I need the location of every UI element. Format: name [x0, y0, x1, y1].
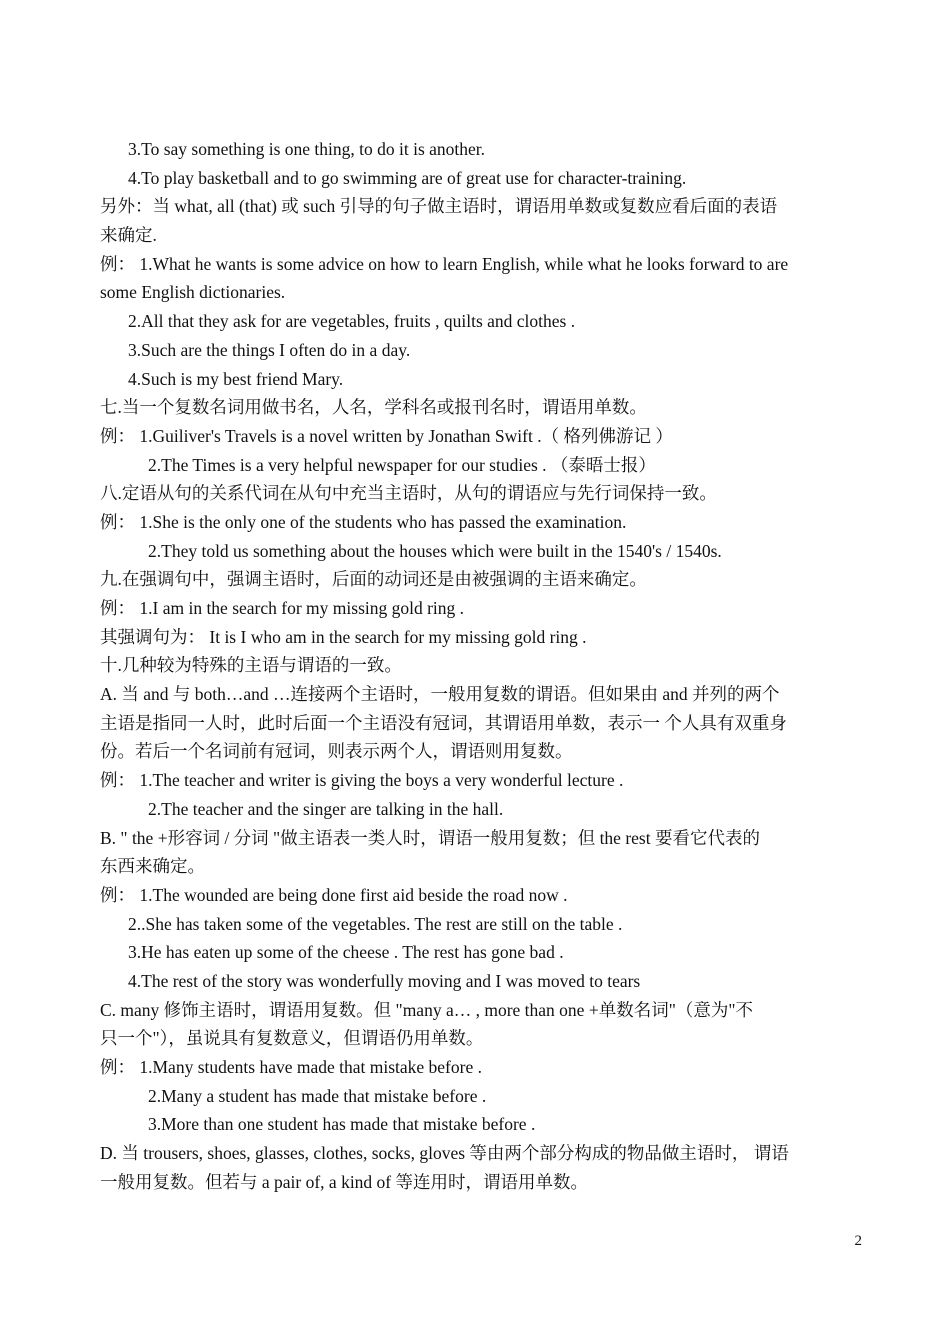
text-line: 例： 1.What he wants is some advice on how to learn English, while what he looks forward to are	[100, 253, 789, 274]
text-line: some English dictionaries.	[100, 282, 286, 303]
text-line: 例： 1.The wounded are being done first aid beside the road now .	[100, 884, 568, 905]
text-line: 主语是指同一人时，此时后面一个主语没有冠词，其谓语用单数，表示一 个人具有双重身	[100, 712, 787, 733]
text-line: 另外：当 what, all (that) 或 such 引导的句子做主语时，谓语用单数或复数应看后面的表语	[100, 196, 778, 217]
text-line: 例： 1.She is the only one of the students who has passed the examination.	[100, 511, 627, 532]
text-line: 例： 1.Guiliver's Travels is a novel written by Jonathan Swift .（ 格列佛游记 ）	[100, 425, 673, 446]
document-body	[100, 135, 862, 1196]
text-line: A. 当 and 与 both…and …连接两个主语时，一般用复数的谓语。但如果由 and 并列的两个	[100, 684, 780, 705]
text-line: 2.The teacher and the singer are talking in the hall.	[148, 798, 504, 819]
text-line: 2.Many a student has made that mistake before .	[148, 1085, 487, 1106]
text-line: 份。若后一个名词前有冠词，则表示两个人，谓语则用复数。	[100, 741, 573, 762]
text-line: 2..She has taken some of the vegetables. The rest are still on the table .	[128, 913, 623, 934]
text-line: 4.Such is my best friend Mary.	[128, 368, 344, 389]
text-line: 一般用复数。但若与 a pair of, a kind of 等连用时，谓语用单数。	[100, 1171, 589, 1192]
text-line: 十.几种较为特殊的主语与谓语的一致。	[100, 655, 402, 676]
text-line: 其强调句为： It is I who am in the search for my missing gold ring .	[100, 626, 587, 647]
text-line: 2.All that they ask for are vegetables, fruits , quilts and clothes .	[128, 311, 576, 332]
text-line: 3.He has eaten up some of the cheese . The rest has gone bad .	[128, 942, 564, 963]
text-line: 八.定语从句的关系代词在从句中充当主语时，从句的谓语应与先行词保持一致。	[100, 483, 717, 504]
text-line: C. many 修饰主语时，谓语用复数。但 "many a… , more than one +单数名词"（意为"不	[100, 999, 753, 1020]
text-line: 3.More than one student has made that mistake before .	[148, 1114, 536, 1135]
text-line: 只一个"），虽说具有复数意义，但谓语仍用单数。	[100, 1028, 484, 1049]
text-line: 4.To play basketball and to go swimming are of great use for character-training.	[128, 167, 687, 188]
text-line: 3.Such are the things I often do in a day.	[128, 339, 411, 360]
text-line: D. 当 trousers, shoes, glasses, clothes, socks, gloves 等由两个部分构成的物品做主语时， 谓语	[100, 1143, 789, 1164]
page-number: 2	[854, 1233, 862, 1249]
text-line: 来确定.	[100, 225, 157, 246]
text-line: 例： 1.I am in the search for my missing gold ring .	[100, 598, 465, 618]
text-line: 东西来确定。	[100, 856, 205, 877]
text-line: B. " the +形容词 / 分词 "做主语表一类人时，谓语一般用复数；但 the rest 要看它代表的	[100, 827, 760, 848]
text-line: 七.当一个复数名词用做书名，人名，学科名或报刊名时，谓语用单数。	[100, 397, 647, 418]
text-line: 例： 1.The teacher and writer is giving the boys a very wonderful lecture .	[100, 770, 624, 791]
text-line: 2.The Times is a very helpful newspaper for our studies . （泰晤士报）	[148, 454, 656, 475]
text-line: 例： 1.Many students have made that mistake before .	[100, 1057, 482, 1077]
text-line: 4.The rest of the story was wonderfully moving and I was moved to tears	[128, 970, 641, 991]
text-line: 九.在强调句中，强调主语时，后面的动词还是由被强调的主语来确定。	[100, 569, 647, 590]
text-line: 2.They told us something about the houses which were built in the 1540's / 1540s.	[148, 540, 722, 561]
text-line: 3.To say something is one thing, to do it is another.	[128, 139, 486, 159]
